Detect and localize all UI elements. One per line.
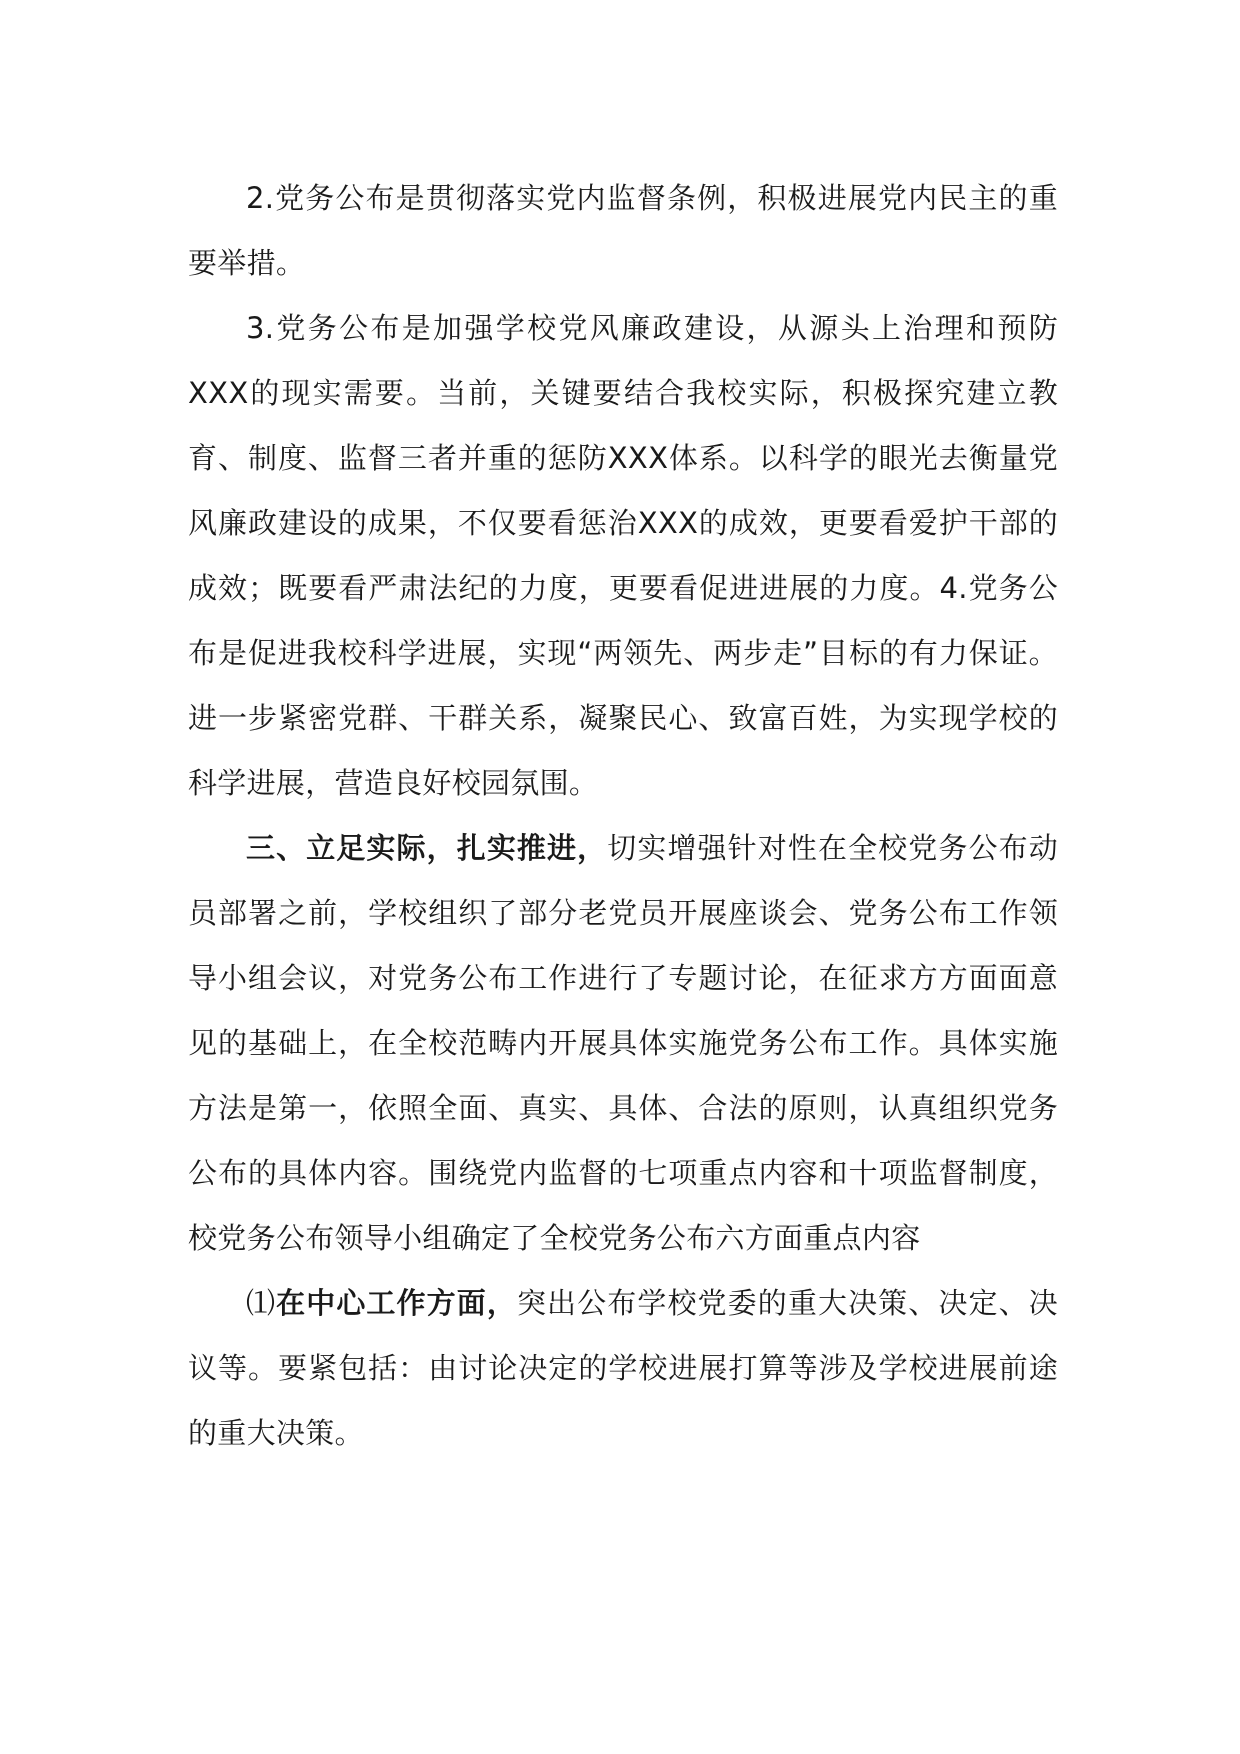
section-three-heading: 三、立足实际，扎实推进， xyxy=(246,831,608,865)
item-one-paragraph xyxy=(188,1271,1058,1466)
item-one-heading: 在中心工作方面， xyxy=(276,1286,517,1320)
paragraph-2 xyxy=(188,166,1058,296)
paragraph-3 xyxy=(188,296,1058,816)
paragraph-3-text: 3.党务公布是加强学校党风廉政建设，从源头上治理和预防XXX的现实需要。当前，关键要结合我校实际，积极探究建立教育、制度、监督三者并重的惩防XXX体系。以科学的眼光去衡量党风廉政建设的成果，不仅要看惩治XXX的成效，更要看爱护干部的成效；既要看严肃法纪的力度，更要看促进进展的力度。4.党务公布是促进我校科学进展，实现“两领先、两步走”目标的有力保证。进一步紧密党群、干群关系，凝聚民心、致富百姓，为实现学校的科学进展，营造良好校园氛围。 xyxy=(188,311,1058,800)
section-three-paragraph xyxy=(188,816,1058,1271)
item-one-marker: ⑴ xyxy=(246,1286,277,1320)
section-three-text: 切实增强针对性在全校党务公布动员部署之前，学校组织了部分老党员开展座谈会、党务公布工作领导小组会议，对党务公布工作进行了专题讨论，在征求方方面面意见的基础上，在全校范畴内开展具体实施党务公布工作。具体实施方法是第一，依照全面、真实、具体、合法的原则，认真组织党务公布的具体内容。围绕党内监督的七项重点内容和十项监督制度，校党务公布领导小组确定了全校党务公布六方面重点内容 xyxy=(188,831,1058,1255)
item-one-text: 突出公布学校党委的重大决策、决定、决议等。要紧包括：由讨论决定的学校进展打算等涉及学校进展前途的重大决策。 xyxy=(188,1286,1058,1450)
paragraph-2-text: 2.党务公布是贯彻落实党内监督条例，积极进展党内民主的重要举措。 xyxy=(188,181,1058,280)
document-body xyxy=(188,166,1058,1466)
